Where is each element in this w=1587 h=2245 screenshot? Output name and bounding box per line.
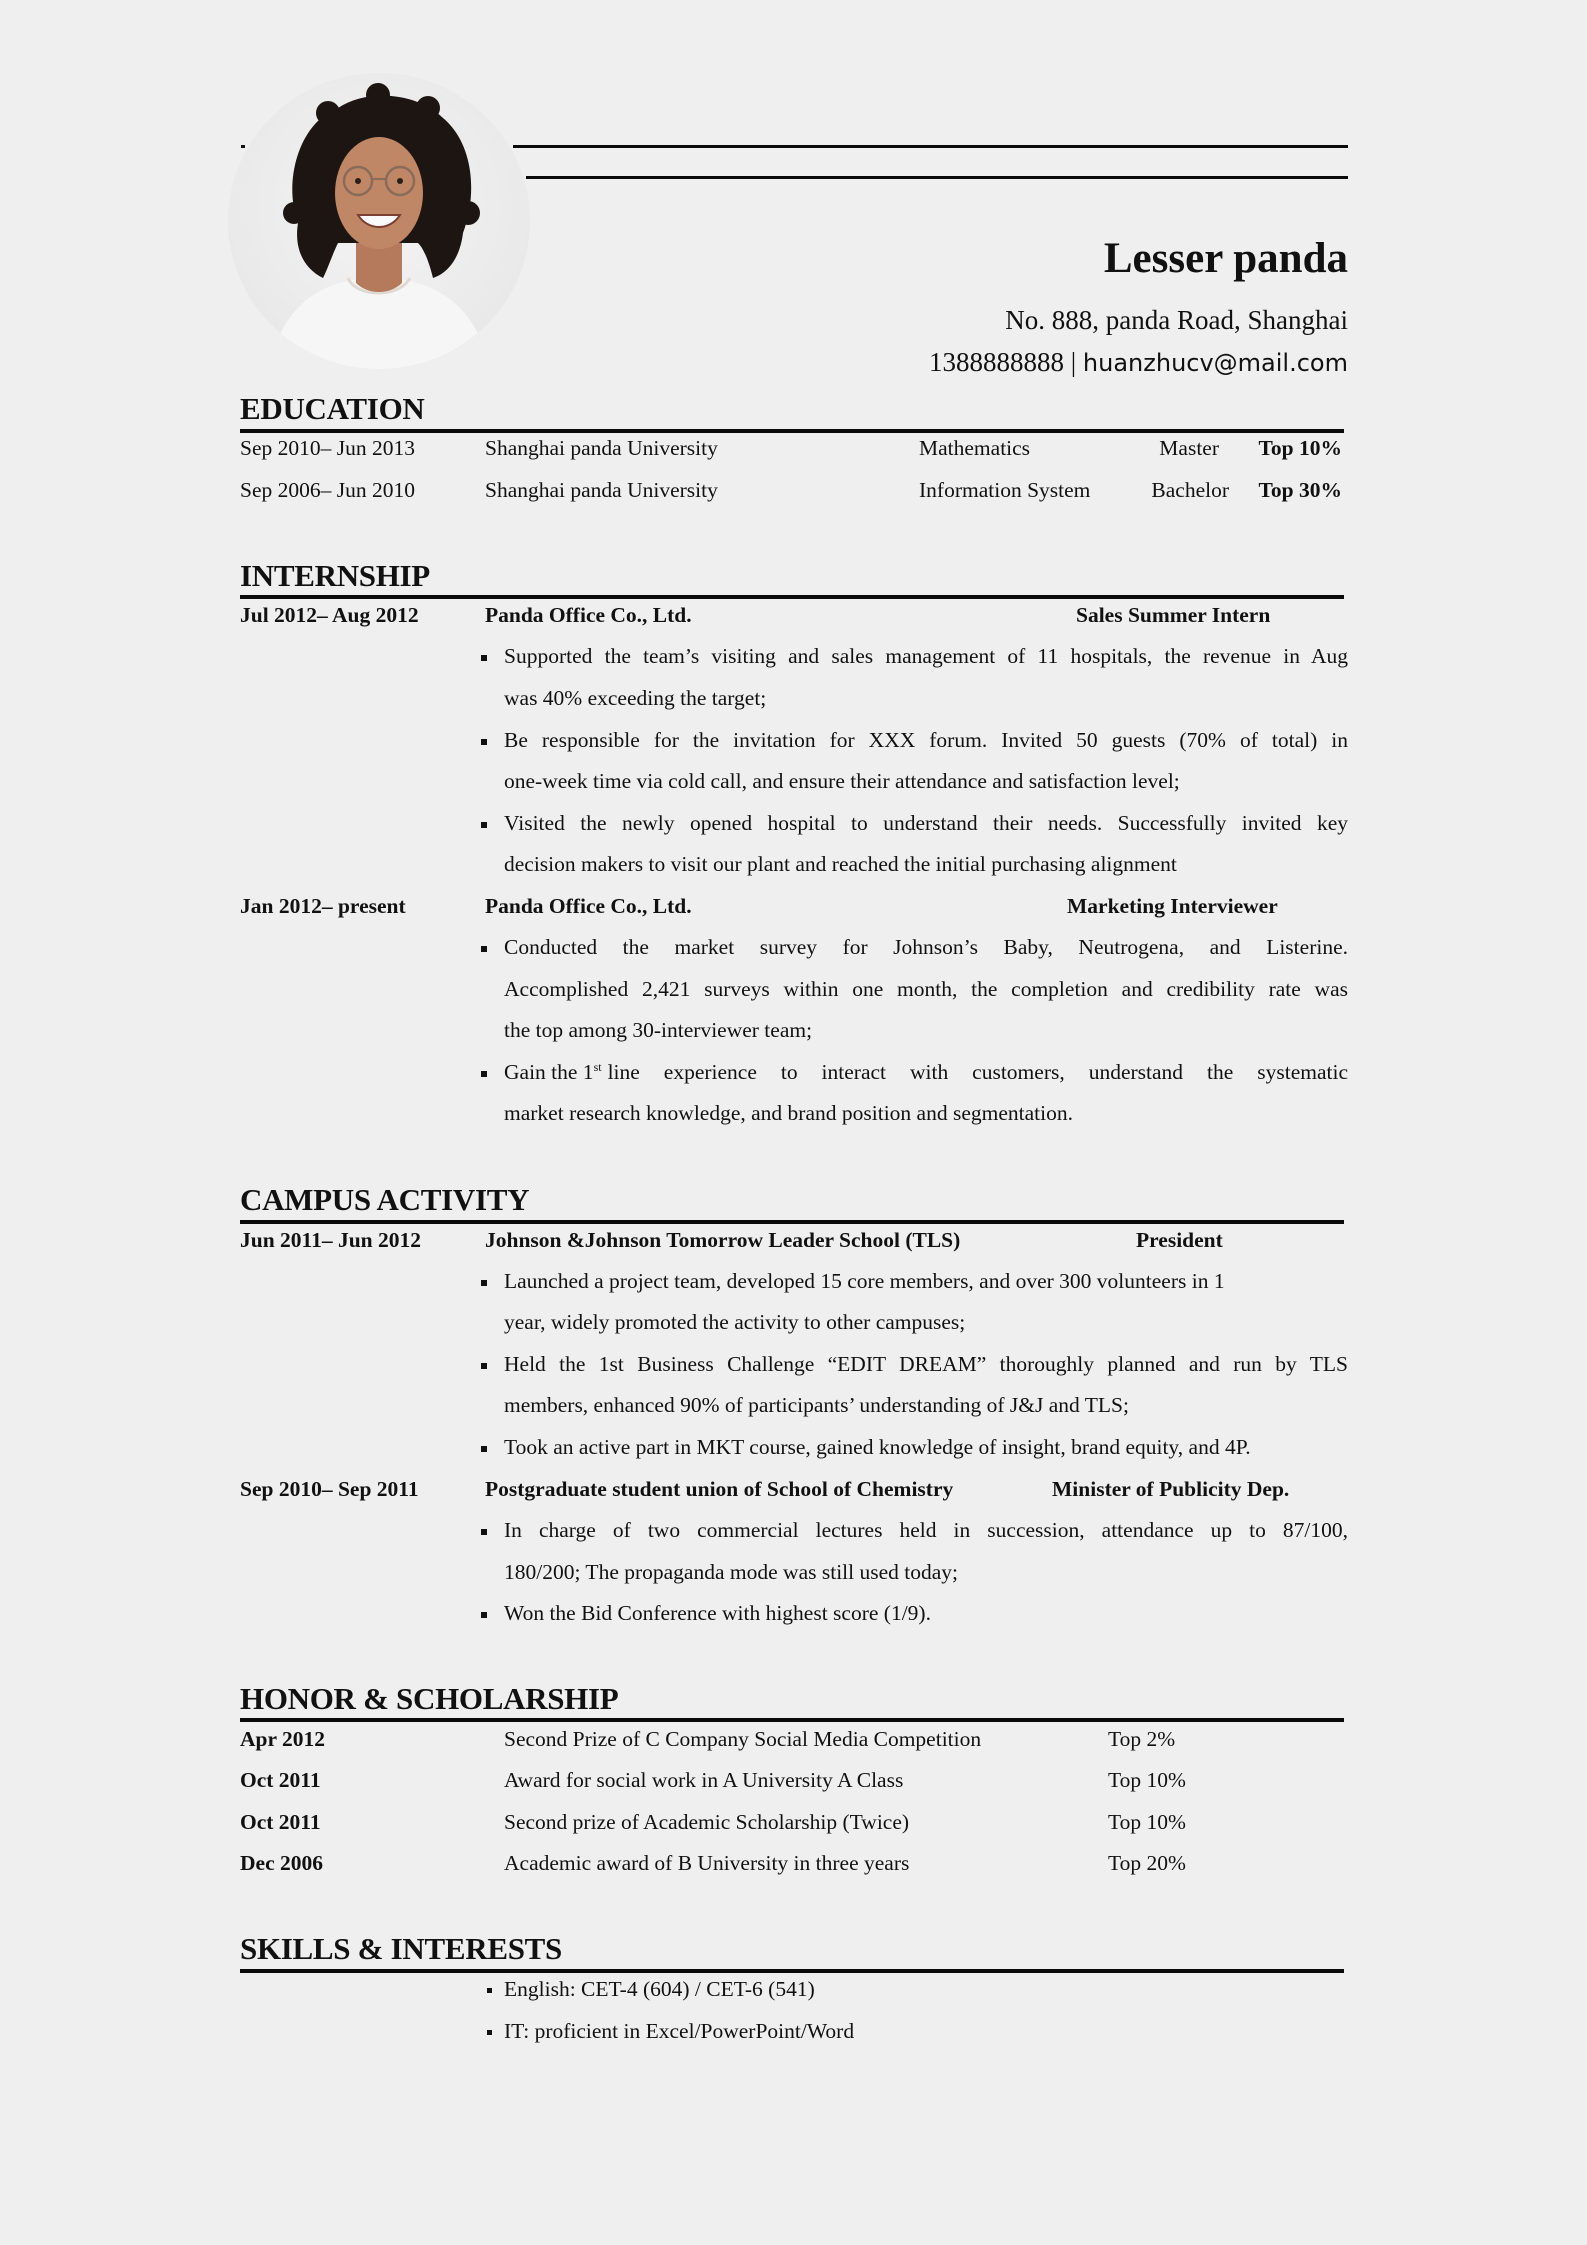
bullet-line [504, 1060, 1348, 1085]
section-rule [240, 1718, 1344, 1722]
honor-rank: Top 20% [1108, 1851, 1186, 1875]
edu-degree: Master [1159, 436, 1219, 460]
bullet-icon [481, 1363, 487, 1369]
contact-separator: | [1070, 347, 1077, 377]
bullet-icon [481, 1446, 487, 1452]
bullet-line-rest: line experience to interact with customers, understand the systematic [607, 1060, 1348, 1084]
section-rule [240, 1220, 1344, 1224]
edu-date: Sep 2006– Jun 2010 [240, 478, 415, 502]
bullet-line: Launched a project team, developed 15 core members, and over 300 volunteers in 1 [504, 1269, 1225, 1293]
bullet-line: Supported the team’s visiting and sales management of 11 hospitals, the revenue in Aug [504, 644, 1348, 668]
bullet-line-part [504, 1060, 602, 1085]
honor-rank: Top 10% [1108, 1768, 1186, 1792]
bullet-line: Held the 1st Business Challenge “EDIT DREAM” thoroughly planned and run by TLS [504, 1352, 1348, 1376]
edu-date: Sep 2010– Jun 2013 [240, 436, 415, 460]
bullet-line: Conducted the market survey for Johnson’s Baby, Neutrogena, and Listerine. [504, 935, 1348, 959]
honor-award: Second Prize of C Company Social Media Competition [504, 1727, 982, 1751]
edu-rank: Top 30% [1258, 478, 1342, 502]
bullet-icon [481, 655, 487, 661]
edu-major: Information System [919, 478, 1091, 502]
honor-rank: Top 10% [1108, 1810, 1186, 1834]
phone: 1388888888 [929, 347, 1065, 377]
bullet-line: Accomplished 2,421 surveys within one month, the completion and credibility rate was [504, 977, 1348, 1001]
decorative-mark [241, 145, 245, 148]
bullet-line: Won the Bid Conference with highest score (1/9). [504, 1601, 931, 1625]
bullet-icon [481, 1280, 487, 1286]
entry-date: Jan 2012– present [240, 894, 406, 918]
contact-line [929, 347, 1348, 378]
bullet-icon [481, 1529, 487, 1535]
bullet-line: In charge of two commercial lectures held in succession, attendance up to 87/100, [504, 1518, 1348, 1542]
edu-school: Shanghai panda University [485, 436, 718, 460]
entry-date: Jun 2011– Jun 2012 [240, 1228, 422, 1252]
bullet-icon [481, 1071, 487, 1077]
bullet-line: Visited the newly opened hospital to understand their needs. Successfully invited key [504, 811, 1348, 835]
entry-role: Minister of Publicity Dep. [1052, 1477, 1290, 1501]
section-title-honor: HONOR & SCHOLARSHIP [240, 1681, 619, 1716]
candidate-name: Lesser panda [1103, 235, 1348, 282]
edu-school: Shanghai panda University [485, 478, 718, 502]
bullet-line: Took an active part in MKT course, gained knowledge of insight, brand equity, and 4P. [504, 1435, 1251, 1459]
entry-role: President [1136, 1228, 1223, 1252]
section-title-education: EDUCATION [240, 391, 425, 426]
bullet-icon [487, 1988, 492, 1993]
bullet-icon [481, 822, 487, 828]
superscript: st [593, 1060, 602, 1074]
honor-award: Academic award of B University in three years [504, 1851, 910, 1875]
skill-item: English: CET-4 (604) / CET-6 (541) [504, 1977, 815, 2001]
header-line-top [513, 145, 1348, 148]
bullet-line: 180/200; The propaganda mode was still used today; [504, 1560, 959, 1584]
bullet-line: was 40% exceeding the target; [504, 686, 767, 710]
honor-date: Dec 2006 [240, 1851, 323, 1875]
bullet-icon [481, 739, 487, 745]
bullet-line: Be responsible for the invitation for XXX forum. Invited 50 guests (70% of total) in [504, 728, 1348, 752]
honor-date: Apr 2012 [240, 1727, 326, 1751]
header-line-bottom [526, 176, 1348, 179]
skill-item: IT: proficient in Excel/PowerPoint/Word [504, 2019, 855, 2043]
entry-org: Panda Office Co., Ltd. [485, 894, 692, 918]
entry-org: Postgraduate student union of School of Chemistry [485, 1477, 954, 1501]
bullet-line: market research knowledge, and brand position and segmentation. [504, 1101, 1073, 1125]
bullet-line: decision makers to visit our plant and reached the initial purchasing alignment [504, 852, 1177, 876]
email-link[interactable]: huanzhucv@mail.com [1082, 349, 1348, 377]
entry-date: Jul 2012– Aug 2012 [240, 603, 419, 627]
section-rule [240, 1969, 1344, 1973]
address: No. 888, panda Road, Shanghai [1005, 305, 1348, 335]
bullet-line: one-week time via cold call, and ensure their attendance and satisfaction level; [504, 769, 1180, 793]
bullet-icon [481, 946, 487, 952]
section-rule [240, 595, 1344, 599]
section-title-campus: CAMPUS ACTIVITY [240, 1182, 530, 1217]
honor-award: Award for social work in A University A Class [504, 1768, 904, 1792]
entry-date: Sep 2010– Sep 2011 [240, 1477, 419, 1501]
entry-role: Sales Summer Intern [1076, 603, 1271, 627]
honor-date: Oct 2011 [240, 1768, 321, 1792]
bullet-line: members, enhanced 90% of participants’ understanding of J&J and TLS; [504, 1393, 1129, 1417]
bullet-line: the top among 30-interviewer team; [504, 1018, 813, 1042]
entry-org: Johnson &Johnson Tomorrow Leader School (TLS) [485, 1228, 961, 1252]
person-photo-icon [228, 73, 530, 369]
bullet-icon [487, 2030, 492, 2035]
profile-photo [228, 73, 530, 369]
entry-role: Marketing Interviewer [1067, 894, 1278, 918]
section-title-internship: INTERNSHIP [240, 558, 430, 593]
bullet-line: year, widely promoted the activity to other campuses; [504, 1310, 966, 1334]
bullet-icon [481, 1612, 487, 1618]
section-title-skills: SKILLS & INTERESTS [240, 1931, 562, 1966]
edu-degree: Bachelor [1151, 478, 1229, 502]
section-rule [240, 429, 1344, 433]
honor-date: Oct 2011 [240, 1810, 321, 1834]
entry-org: Panda Office Co., Ltd. [485, 603, 692, 627]
edu-major: Mathematics [919, 436, 1031, 460]
honor-award: Second prize of Academic Scholarship (Twice) [504, 1810, 910, 1834]
bullet-line-start: Gain the 1 [504, 1060, 594, 1085]
edu-rank: Top 10% [1258, 436, 1342, 460]
honor-rank: Top 2% [1108, 1727, 1176, 1751]
